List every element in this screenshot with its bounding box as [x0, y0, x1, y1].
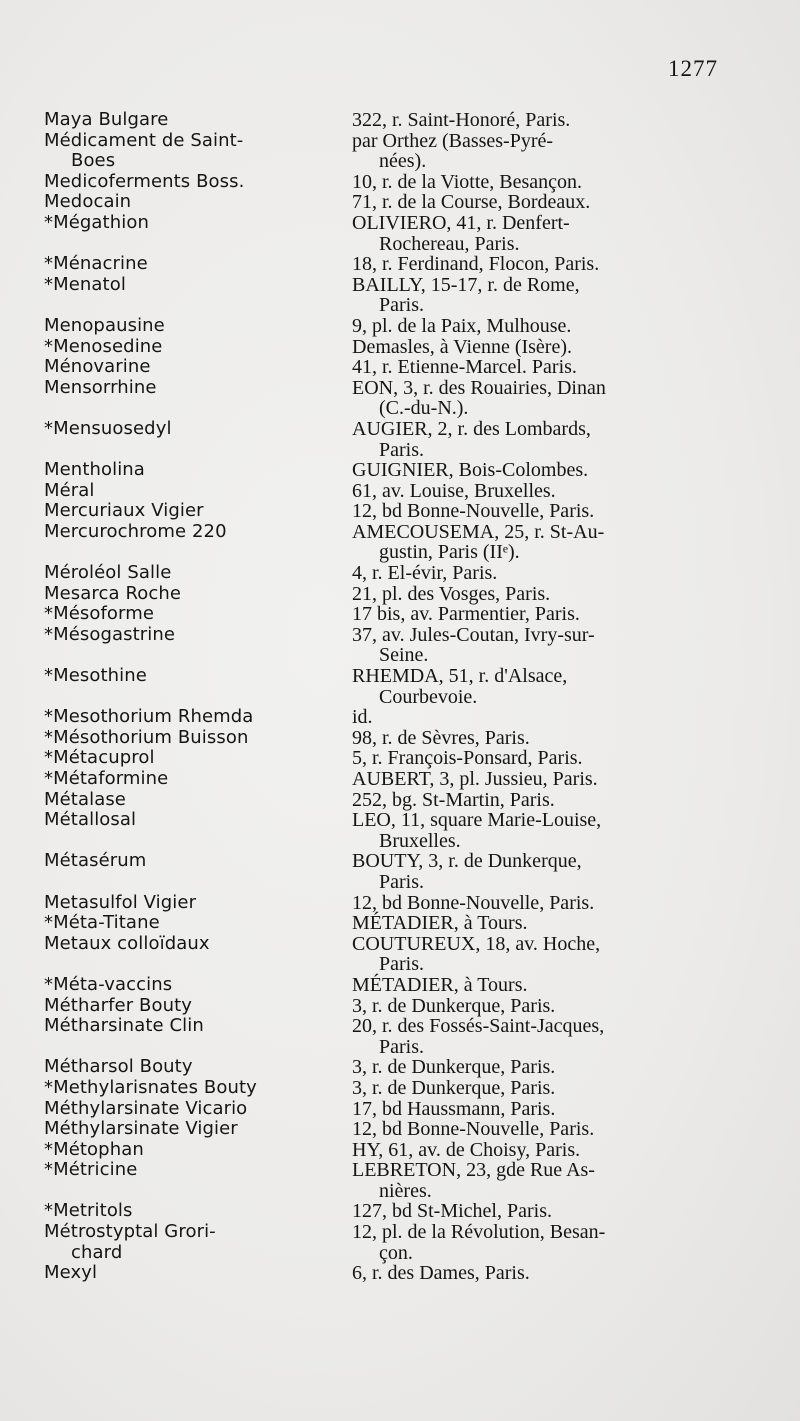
address-line: çon.: [379, 1241, 413, 1264]
product-address: [352, 481, 716, 502]
product-name: [44, 1099, 352, 1120]
product-name-line: *Mésogastrine: [44, 623, 176, 645]
product-name-line: Mesarca Roche: [44, 582, 182, 604]
address-line: HY, 61, av. de Choisy, Paris.: [352, 1138, 581, 1161]
product-name: [44, 1160, 352, 1181]
address-line: 127, bd St-Michel, Paris.: [352, 1200, 552, 1223]
product-name-line: Métharsol Bouty: [44, 1056, 193, 1078]
directory-entry: [44, 748, 716, 769]
directory-entry: [44, 1201, 716, 1222]
address-line: 71, r. de la Course, Bordeaux.: [352, 191, 591, 214]
product-name-line: Médicament de Saint-: [44, 129, 244, 151]
directory-entry: [44, 584, 716, 605]
product-name: [44, 481, 352, 502]
address-line: 3, r. de Dunkerque, Paris.: [352, 1056, 556, 1079]
product-address: [352, 913, 716, 934]
address-line: 98, r. de Sèvres, Paris.: [352, 726, 530, 749]
address-line: 5, r. François-Ponsard, Paris.: [352, 747, 583, 770]
address-line: EON, 3, r. des Rouairies, Dinan: [352, 376, 606, 399]
directory-entry: [44, 913, 716, 934]
directory-entry: [44, 419, 716, 460]
product-name-line: *Metritols: [44, 1200, 133, 1222]
address-line: 6, r. des Dames, Paris.: [352, 1262, 530, 1285]
directory-entry: [44, 460, 716, 481]
address-line: 3, r. de Dunkerque, Paris.: [352, 994, 556, 1017]
product-name: [44, 460, 352, 481]
product-name: [44, 604, 352, 625]
address-line: AUGIER, 2, r. des Lombards,: [352, 417, 591, 440]
product-address: [352, 1119, 716, 1140]
product-name: [44, 975, 352, 996]
product-name: [44, 275, 352, 296]
product-address: [352, 1140, 716, 1161]
product-address: [352, 1160, 716, 1201]
product-name-line: Méroléol Salle: [44, 562, 172, 584]
address-line: RHEMDA, 51, r. d'Alsace,: [352, 665, 568, 688]
directory-entry: [44, 522, 716, 563]
address-line: Courbevoie.: [379, 685, 478, 708]
product-address: [352, 378, 716, 419]
product-address: [352, 460, 716, 481]
product-name: [44, 357, 352, 378]
directory-entry: [44, 110, 716, 131]
product-address: [352, 254, 716, 275]
product-name: [44, 213, 352, 234]
product-address: [352, 131, 716, 172]
product-name: [44, 584, 352, 605]
address-line: 9, pl. de la Paix, Mulhouse.: [352, 314, 572, 337]
product-name: [44, 748, 352, 769]
address-line: id.: [352, 706, 373, 729]
address-line: LEO, 11, square Marie-Louise,: [352, 809, 602, 832]
product-address: [352, 501, 716, 522]
product-name-line: *Métricine: [44, 1159, 138, 1181]
address-line: Paris.: [379, 953, 424, 976]
directory-entry: [44, 707, 716, 728]
product-name-line: Métharsinate Clin: [44, 1015, 204, 1037]
address-line: 12, bd Bonne-Nouvelle, Paris.: [352, 1118, 595, 1141]
product-name: [44, 625, 352, 646]
product-address: [352, 172, 716, 193]
product-name: [44, 110, 352, 131]
product-name-line: *Mesothine: [44, 665, 147, 687]
product-name-line: *Mesothorium Rhemda: [44, 706, 254, 728]
product-address: [352, 1057, 716, 1078]
address-line: 20, r. des Fossés-Saint-Jacques,: [352, 1015, 605, 1038]
product-name: [44, 707, 352, 728]
product-name-line: *Mésothorium Buisson: [44, 726, 249, 748]
directory-entry: [44, 728, 716, 749]
directory-entry: [44, 213, 716, 254]
directory-list: [44, 110, 716, 1284]
product-name: [44, 913, 352, 934]
product-name: [44, 172, 352, 193]
product-name: [44, 728, 352, 749]
directory-entry: [44, 337, 716, 358]
directory-entry: [44, 131, 716, 172]
product-name-line: *Mésoforme: [44, 603, 155, 625]
product-name: [44, 1222, 352, 1263]
product-name: [44, 1057, 352, 1078]
product-name-line: chard: [71, 1241, 123, 1263]
product-address: [352, 769, 716, 790]
directory-entry: [44, 1222, 716, 1263]
product-address: [352, 563, 716, 584]
product-name: [44, 769, 352, 790]
directory-entry: [44, 192, 716, 213]
address-line: 61, av. Louise, Bruxelles.: [352, 479, 556, 502]
product-name-line: Medocain: [44, 191, 132, 213]
product-name-line: Medicoferments Boss.: [44, 170, 245, 192]
product-name-line: *Métaformine: [44, 768, 169, 789]
product-address: [352, 790, 716, 811]
product-name: [44, 1201, 352, 1222]
directory-entry: [44, 625, 716, 666]
product-name-line: Mercuriaux Vigier: [44, 500, 204, 522]
product-address: [352, 110, 716, 131]
product-address: [352, 192, 716, 213]
product-address: [352, 810, 716, 851]
address-line: nières.: [379, 1179, 432, 1202]
product-address: [352, 337, 716, 358]
address-line: (C.-du-N.).: [379, 397, 469, 420]
product-name: [44, 316, 352, 337]
address-line: MÉTADIER, à Tours.: [352, 973, 528, 996]
address-line: BOUTY, 3, r. de Dunkerque,: [352, 850, 582, 873]
product-address: [352, 893, 716, 914]
address-line: MÉTADIER, à Tours.: [352, 912, 528, 935]
address-line: Seine.: [379, 644, 429, 667]
product-name-line: Menopausine: [44, 314, 165, 336]
product-name-line: Mensorrhine: [44, 376, 157, 398]
directory-entry: [44, 501, 716, 522]
product-name: [44, 337, 352, 358]
directory-entry: [44, 275, 716, 316]
page-number: 1277: [668, 56, 718, 81]
product-name-line: Metaux colloïdaux: [44, 932, 210, 954]
product-name-line: Méthylarsinate Vicario: [44, 1097, 248, 1119]
product-name: [44, 1078, 352, 1099]
address-line: 17, bd Haussmann, Paris.: [352, 1097, 556, 1120]
product-address: [352, 851, 716, 892]
address-line: Demasles, à Vienne (Isère).: [352, 335, 572, 358]
product-name-line: Méthylarsinate Vigier: [44, 1118, 238, 1140]
product-name-line: Metasulfol Vigier: [44, 891, 197, 913]
product-name-line: *Mégathion: [44, 211, 149, 233]
address-line: 18, r. Ferdinand, Flocon, Paris.: [352, 253, 600, 276]
product-name-line: Métasérum: [44, 850, 147, 872]
address-line: BAILLY, 15-17, r. de Rome,: [352, 273, 580, 296]
product-name: [44, 1119, 352, 1140]
product-name: [44, 563, 352, 584]
product-address: [352, 419, 716, 460]
address-line: 17 bis, av. Parmentier, Paris.: [352, 603, 580, 626]
product-address: [352, 728, 716, 749]
product-name: [44, 1140, 352, 1161]
directory-entry: [44, 1057, 716, 1078]
product-address: [352, 1201, 716, 1222]
product-name: [44, 254, 352, 275]
product-address: [352, 1222, 716, 1263]
product-name: [44, 790, 352, 811]
product-name-line: Mercurochrome 220: [44, 520, 227, 542]
address-line: 37, av. Jules-Coutan, Ivry-sur-: [352, 623, 595, 646]
directory-entry: [44, 810, 716, 851]
product-name-line: Mentholina: [44, 459, 145, 481]
product-address: [352, 357, 716, 378]
directory-entry: [44, 1119, 716, 1140]
directory-entry: [44, 357, 716, 378]
address-line: AMECOUSEMA, 25, r. St-Au-: [352, 520, 605, 543]
directory-entry: [44, 1140, 716, 1161]
directory-entry: [44, 975, 716, 996]
directory-entry: [44, 378, 716, 419]
product-name-line: *Ménacrine: [44, 253, 148, 275]
directory-entry: [44, 172, 716, 193]
product-name: [44, 192, 352, 213]
product-address: [352, 584, 716, 605]
product-name-line: Méral: [44, 479, 95, 501]
address-line: gustin, Paris (IIᵉ).: [379, 541, 520, 564]
address-line: AUBERT, 3, pl. Jussieu, Paris.: [352, 768, 598, 790]
address-line: 12, bd Bonne-Nouvelle, Paris.: [352, 500, 595, 523]
product-name-line: *Méta-Titane: [44, 912, 160, 934]
product-address: [352, 1078, 716, 1099]
address-line: Paris.: [379, 294, 424, 317]
product-name-line: Métalase: [44, 788, 126, 810]
product-name-line: Métallosal: [44, 809, 137, 831]
product-name: [44, 1016, 352, 1037]
directory-entry: [44, 563, 716, 584]
address-line: 41, r. Etienne-Marcel. Paris.: [352, 356, 577, 379]
product-name: [44, 810, 352, 831]
address-line: Paris.: [379, 438, 424, 461]
directory-entry: [44, 934, 716, 975]
address-line: Rochereau, Paris.: [379, 232, 520, 255]
address-line: 10, r. de la Viotte, Besançon.: [352, 170, 583, 193]
address-line: Paris.: [379, 870, 424, 893]
product-address: [352, 625, 716, 666]
product-name-line: *Mensuosedyl: [44, 417, 172, 439]
address-line: par Orthez (Basses-Pyré-: [352, 129, 554, 152]
product-address: [352, 522, 716, 563]
product-name: [44, 996, 352, 1017]
product-name: [44, 131, 352, 172]
product-name: [44, 378, 352, 399]
address-line: 21, pl. des Vosges, Paris.: [352, 582, 551, 605]
address-line: nées).: [379, 150, 427, 173]
directory-entry: [44, 790, 716, 811]
directory-entry: [44, 1263, 716, 1284]
product-name: [44, 522, 352, 543]
product-name-line: Ménovarine: [44, 356, 151, 378]
product-address: [352, 1099, 716, 1120]
directory-entry: [44, 1016, 716, 1057]
product-name: [44, 893, 352, 914]
directory-entry: [44, 481, 716, 502]
product-address: [352, 604, 716, 625]
directory-entry: [44, 1099, 716, 1120]
product-name: [44, 851, 352, 872]
product-address: [352, 275, 716, 316]
product-name-line: Boes: [71, 150, 116, 172]
directory-entry: [44, 893, 716, 914]
product-address: [352, 1016, 716, 1057]
product-name-line: Métharfer Bouty: [44, 994, 193, 1016]
product-name: [44, 501, 352, 522]
address-line: 322, r. Saint-Honoré, Paris.: [352, 109, 571, 131]
product-name-line: Métrostyptal Grori-: [44, 1221, 216, 1243]
product-address: [352, 213, 716, 254]
product-address: [352, 316, 716, 337]
address-line: OLIVIERO, 41, r. Denfert-: [352, 211, 570, 234]
directory-entry: [44, 604, 716, 625]
address-line: 4, r. El-évir, Paris.: [352, 562, 498, 585]
product-address: [352, 996, 716, 1017]
address-line: COUTUREUX, 18, av. Hoche,: [352, 932, 601, 955]
product-name: [44, 666, 352, 687]
address-line: GUIGNIER, Bois-Colombes.: [352, 459, 589, 482]
address-line: 12, bd Bonne-Nouvelle, Paris.: [352, 891, 595, 914]
product-address: [352, 934, 716, 975]
product-name-line: *Menosedine: [44, 335, 163, 357]
directory-entry: [44, 1078, 716, 1099]
directory-entry: [44, 996, 716, 1017]
directory-entry: [44, 1160, 716, 1201]
address-line: Paris.: [379, 1035, 424, 1058]
product-address: [352, 748, 716, 769]
address-line: Bruxelles.: [379, 829, 461, 852]
directory-entry: [44, 851, 716, 892]
product-name: [44, 419, 352, 440]
product-address: [352, 707, 716, 728]
product-name-line: Maya Bulgare: [44, 109, 169, 130]
product-address: [352, 975, 716, 996]
address-line: 252, bg. St-Martin, Paris.: [352, 788, 555, 811]
product-name-line: *Menatol: [44, 273, 126, 295]
address-line: 3, r. de Dunkerque, Paris.: [352, 1076, 556, 1099]
product-name-line: *Métacuprol: [44, 747, 155, 769]
product-name: [44, 1263, 352, 1284]
directory-entry: [44, 666, 716, 707]
address-line: 12, pl. de la Révolution, Besan-: [352, 1221, 606, 1244]
directory-entry: [44, 769, 716, 790]
product-name-line: *Méta-vaccins: [44, 973, 173, 995]
product-address: [352, 666, 716, 707]
product-name-line: *Métophan: [44, 1138, 144, 1160]
address-line: LEBRETON, 23, gde Rue As-: [352, 1159, 595, 1182]
product-name-line: Mexyl: [44, 1262, 98, 1284]
product-address: [352, 1263, 716, 1284]
product-name: [44, 934, 352, 955]
directory-entry: [44, 316, 716, 337]
directory-entry: [44, 254, 716, 275]
product-name-line: *Methylarisnates Bouty: [44, 1076, 257, 1098]
